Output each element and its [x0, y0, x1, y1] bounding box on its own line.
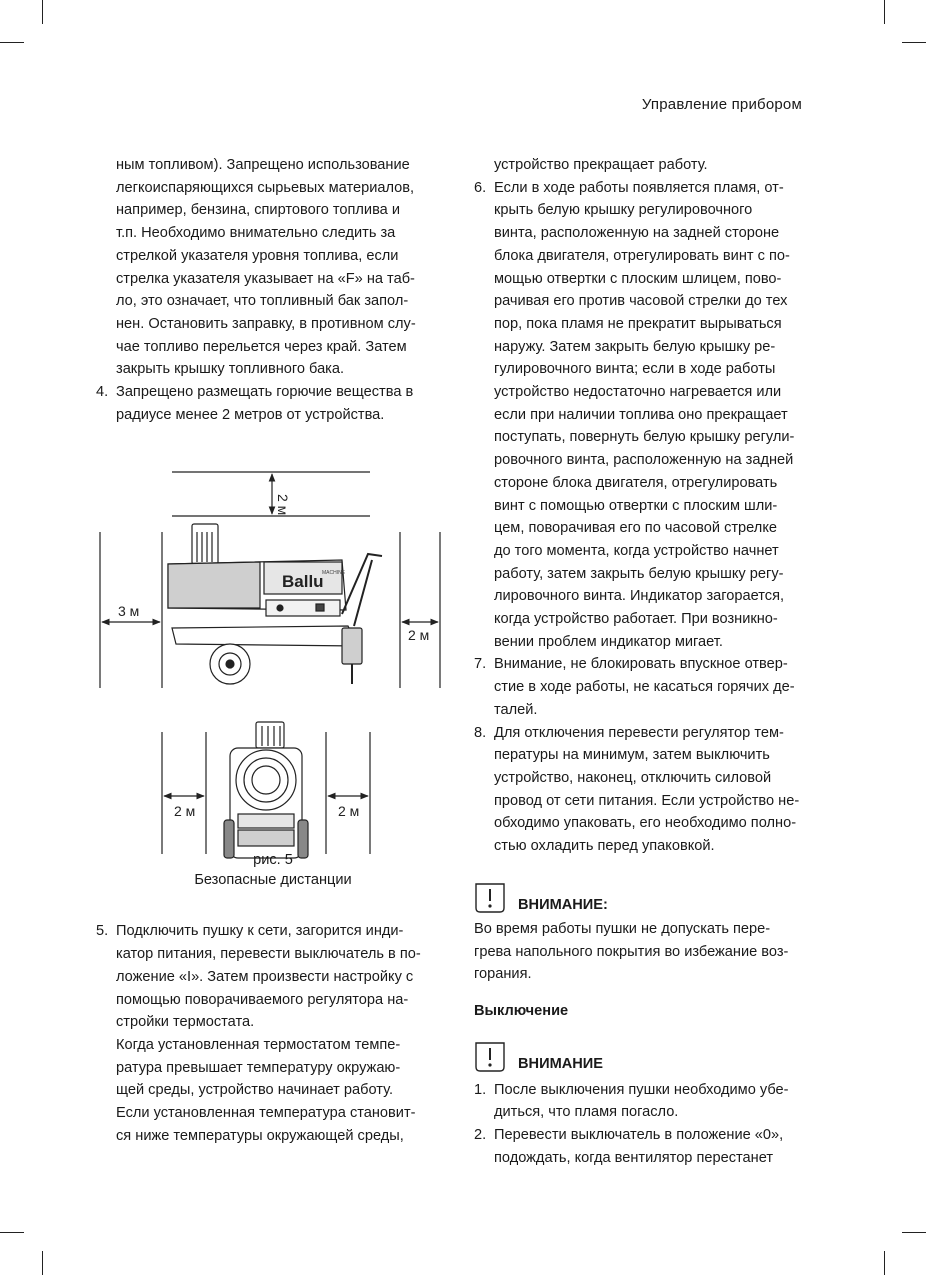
- list-item-5: [96, 920, 450, 1147]
- figure-caption-number: рис. 5: [253, 852, 293, 869]
- text-line: вении проблем индикатор мигает.: [494, 633, 723, 650]
- text-line: щей среды, устройство начинает работу.: [116, 1082, 394, 1099]
- text-line: наружу. Затем закрыть белую крышку ре-: [494, 338, 776, 355]
- exclamation-icon: [474, 882, 506, 914]
- list-item-off-1: [474, 1079, 828, 1124]
- left-column: [96, 154, 450, 1147]
- text-line: Подключить пушку к сети, загорится инди-: [116, 923, 404, 940]
- text-line: Когда установленная термостатом темпе-: [116, 1036, 401, 1053]
- text-line: закрыть крышку топливного бака.: [116, 361, 345, 378]
- text-line: Во время работы пушки не допускать пере-: [474, 920, 771, 937]
- text-line: мощью отвертки с плоским шлицем, пово-: [494, 270, 782, 287]
- list-item-off-2: [474, 1124, 828, 1169]
- text-line: если при наличии топлива оно прекращает: [494, 406, 788, 423]
- warning-block: [474, 1041, 828, 1077]
- text-line: горания.: [474, 966, 532, 983]
- text-line: когда устройство работает. При возникно-: [494, 611, 778, 628]
- warning-title: ВНИМАНИЕ: [518, 1055, 604, 1072]
- list-number: 1.: [474, 1081, 487, 1098]
- text-line: Если установленная температура становит-: [116, 1105, 416, 1122]
- text-line: цем, поворачивая его по часовой стрелке: [494, 520, 777, 537]
- safety-distance-figure: [96, 450, 450, 890]
- text-line: Запрещено размещать горючие вещества в: [116, 384, 414, 401]
- list-number: 4.: [96, 384, 109, 401]
- text-line: стие в ходе работы, не касаться горячих де-: [494, 679, 795, 696]
- brand-logo-text: Ballu: [282, 572, 324, 592]
- text-line: Перевести выключатель в положение «0»,: [494, 1127, 784, 1144]
- text-line: стью охладить перед упаковкой.: [494, 838, 715, 855]
- crop-mark: [884, 0, 885, 24]
- heater-front-view: [224, 722, 308, 858]
- text-line: ложение «I». Затем произвести настройку с: [116, 968, 414, 985]
- right-column: [474, 154, 828, 1169]
- text-line: до того момента, когда устройство начнет: [494, 542, 779, 559]
- text-line: провод от сети питания. Если устройство не-: [494, 792, 800, 809]
- text-line: крыть белую крышку регулировочного: [494, 202, 753, 219]
- text-line: чае топливо перельется через край. Затем: [116, 338, 407, 355]
- text-line: стрелка указателя указывает на «F» на таб-: [116, 270, 415, 287]
- text-line: стройки термостата.: [116, 1014, 255, 1031]
- dim-label-bottom-right: 2 м: [338, 803, 360, 820]
- intro-paragraph: [96, 154, 450, 381]
- list-item-7: [474, 653, 828, 721]
- text-line: блока двигателя, отрегулировать винт с по-: [494, 247, 790, 264]
- text-line: устройство недостаточно нагревается или: [494, 384, 782, 401]
- crop-mark: [42, 0, 43, 24]
- text-line: поступать, повернуть белую крышку регули-: [494, 429, 795, 446]
- crop-mark: [0, 42, 24, 43]
- text-line: лировочного винта. Индикатор загорается,: [494, 588, 785, 605]
- warning-title: ВНИМАНИЕ:: [518, 896, 608, 913]
- text-line: талей.: [494, 701, 538, 718]
- list-item-4: [96, 381, 450, 426]
- dim-label-right: 2 м: [408, 627, 430, 644]
- text-line: винт с помощью отвертки с плоским шли-: [494, 497, 778, 514]
- list-number: 6.: [474, 179, 487, 196]
- text-line: радиусе менее 2 метров от устройства.: [116, 406, 385, 423]
- text-line: Для отключения перевести регулятор тем-: [494, 724, 784, 741]
- text-line: гулировочного винта; если в ходе работы: [494, 361, 776, 378]
- crop-mark: [42, 1251, 43, 1275]
- list-number: 7.: [474, 656, 487, 673]
- text-line: обходимо упаковать, его необходимо полно-: [494, 815, 797, 832]
- dim-label-top: 2 м: [275, 494, 291, 516]
- text-line: Внимание, не блокировать впускное отвер-: [494, 656, 788, 673]
- text-line: После выключения пушки необходимо убе-: [494, 1081, 789, 1098]
- page-header-title: Управление прибором: [641, 96, 802, 113]
- text-line: например, бензина, спиртового топлива и: [116, 202, 401, 219]
- heater-diagram: [96, 450, 450, 890]
- text-line: диться, что пламя погасло.: [494, 1104, 679, 1121]
- text-line: устройство прекращает работу.: [494, 157, 708, 173]
- text-line: рачивая его против часовой стрелки до тех: [494, 293, 788, 310]
- text-line: ровочного винта, расположенную на задней: [494, 452, 794, 469]
- text-line: подождать, когда вентилятор перестанет: [494, 1149, 774, 1166]
- crop-mark: [902, 42, 926, 43]
- warning-block: [474, 882, 828, 918]
- text-line: катор питания, перевести выключатель в по-: [116, 946, 421, 963]
- heater-side-view: [168, 524, 382, 684]
- text-line: пературы на минимум, затем выключить: [494, 747, 770, 764]
- list-number: 2.: [474, 1127, 487, 1144]
- list-item-8: [474, 722, 828, 858]
- section-title: Выключение: [474, 1002, 569, 1019]
- text-line: легкоиспаряющихся сырьевых материалов,: [116, 179, 415, 196]
- crop-mark: [884, 1251, 885, 1275]
- text-line: пор, пока пламя не прекратит вырываться: [494, 315, 782, 332]
- figure-caption-title: Безопасные дистанции: [194, 872, 352, 889]
- list-number: 5.: [96, 923, 109, 940]
- text-line: стрелкой указателя уровня топлива, если: [116, 247, 399, 264]
- text-line: ным топливом). Запрещено использование: [116, 157, 410, 173]
- exclamation-icon: [474, 1041, 506, 1073]
- dim-label-left: 3 м: [118, 603, 140, 620]
- crop-mark: [0, 1232, 24, 1233]
- text-line: ратура превышает температуру окружаю-: [116, 1059, 401, 1076]
- text-line: ся ниже температуры окружающей среды,: [116, 1127, 404, 1144]
- text-line: нен. Остановить заправку, в противном слу-: [116, 315, 416, 332]
- text-line: Если в ходе работы появляется пламя, от-: [494, 179, 784, 196]
- text-line: винта, расположенную на задней стороне: [494, 225, 780, 242]
- text-line: т.п. Необходимо внимательно следить за: [116, 225, 396, 242]
- crop-mark: [902, 1232, 926, 1233]
- list-item-6: [474, 177, 828, 654]
- text-line: устройство, наконец, отключить силовой: [494, 769, 772, 786]
- text-line: работу, затем закрыть белую крышку регу-: [494, 565, 784, 582]
- text-line: ло, это означает, что топливный бак запол-: [116, 293, 409, 310]
- list-number: 8.: [474, 724, 487, 741]
- brand-sub-text: MACHINE: [322, 570, 346, 577]
- text-line: помощью поворачиваемого регулятора на-: [116, 991, 409, 1008]
- dim-label-bottom-left: 2 м: [174, 803, 196, 820]
- text-line: грева напольного покрытия во избежание воз-: [474, 943, 789, 960]
- warning-text: [474, 918, 828, 986]
- text-line: стороне блока двигателя, отрегулировать: [494, 474, 778, 491]
